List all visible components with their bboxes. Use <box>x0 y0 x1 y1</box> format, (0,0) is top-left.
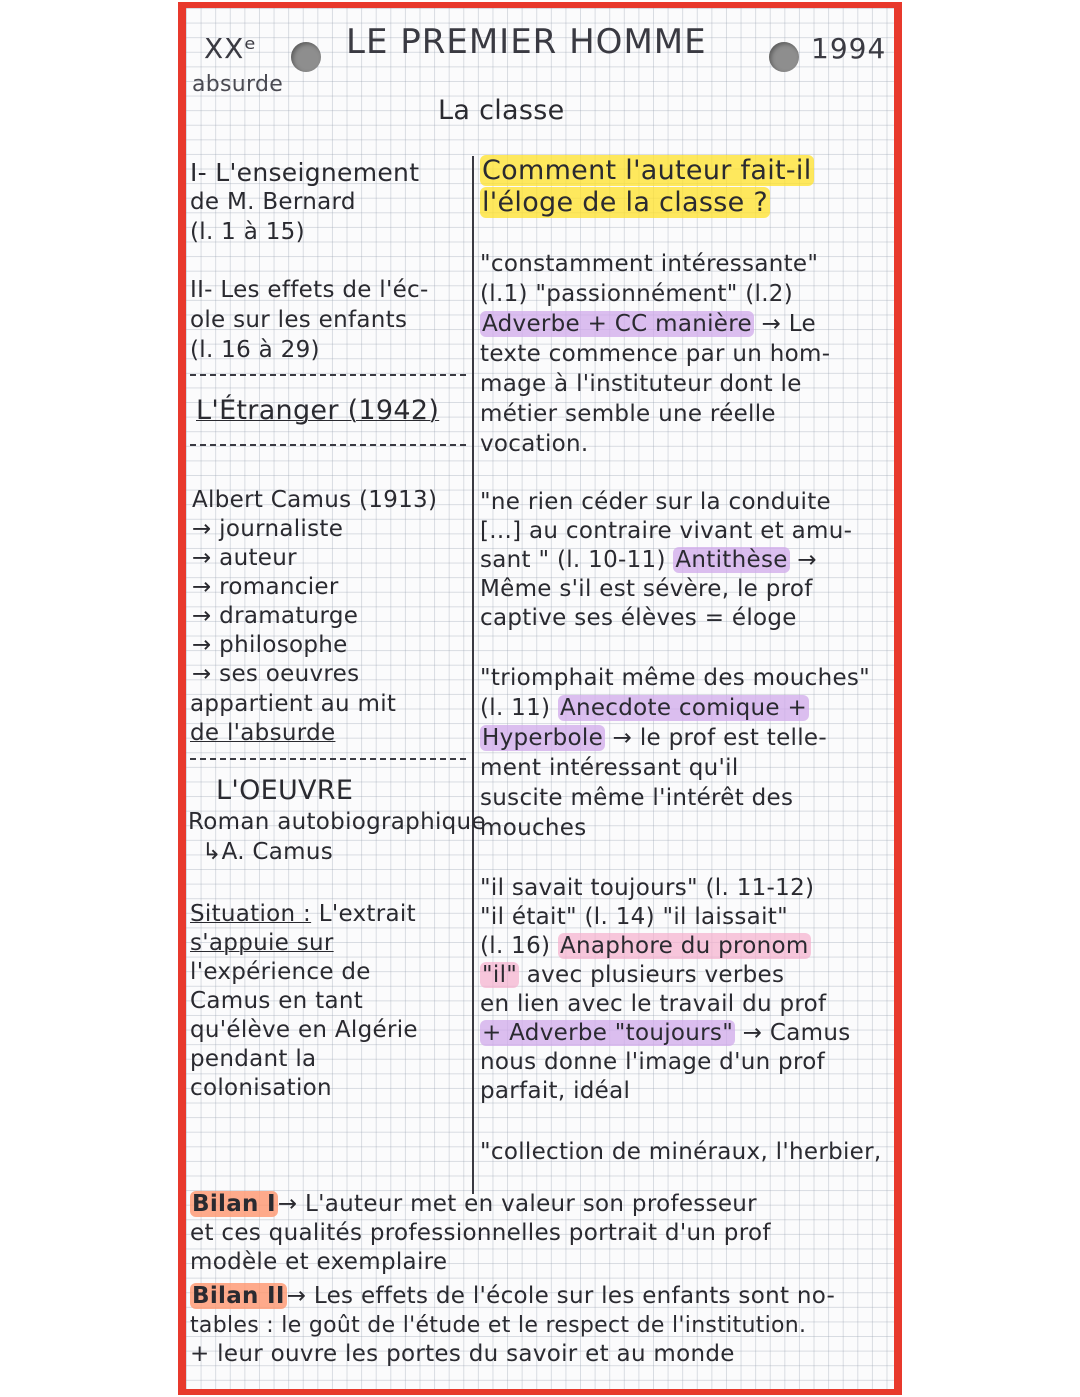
analysis-line: Adverbe + CC manière → Le <box>482 311 816 337</box>
year-label: 1994 <box>811 32 887 65</box>
part2-lines: (l. 16 à 29) <box>190 337 320 363</box>
bilan-line: modèle et exemplaire <box>190 1249 448 1275</box>
extract-subtitle: La classe <box>438 95 565 126</box>
oeuvre-heading: L'OEUVRE <box>216 775 354 806</box>
quote-line: "collection de minéraux, l'herbier, <box>480 1139 882 1165</box>
quote-line: "triomphait même des mouches" <box>480 665 871 691</box>
author-name: Albert Camus (1913) <box>192 487 438 513</box>
grid-paper <box>186 8 894 1389</box>
other-work: L'Étranger (1942) <box>196 395 440 426</box>
analysis-line: texte commence par un hom- <box>480 341 831 367</box>
analysis-line: captive ses élèves = éloge <box>480 605 797 631</box>
bilan-1: Bilan I→ L'auteur met en valeur son professeur <box>192 1191 757 1217</box>
situation-line: colonisation <box>190 1075 332 1101</box>
punch-hole-left <box>291 42 321 72</box>
situation-line: s'appuie sur <box>190 930 334 956</box>
analysis-line: sant " (l. 10-11) Antithèse → <box>480 547 817 573</box>
quote-line: (l.1) "passionnément" (l.2) <box>480 281 794 307</box>
analysis-line: mouches <box>480 815 587 841</box>
separator-dash <box>190 758 466 760</box>
analysis-line: + Adverbe "toujours" → Camus <box>482 1020 851 1046</box>
analysis-line: nous donne l'image d'un prof <box>480 1049 825 1075</box>
quote-line: "il savait toujours" (l. 11-12) <box>480 875 815 901</box>
part2-title: II- Les effets de l'éc- <box>190 277 429 303</box>
quote-line: "ne rien céder sur la conduite <box>480 489 831 515</box>
part1-line: de M. Bernard <box>190 189 356 215</box>
situation-label: Situation : <box>190 901 312 927</box>
bilan-line: tables : le goût de l'étude et le respect de l'institution. <box>190 1313 807 1338</box>
oeuvre-genre: Roman autobiographique <box>188 809 486 835</box>
bilan-line: et ces qualités professionnelles portrait d'un prof <box>190 1220 771 1246</box>
separator-dash <box>190 444 466 446</box>
bilan-2-label: Bilan II <box>192 1283 285 1309</box>
bilan-2: Bilan II→ Les effets de l'école sur les enfants sont no- <box>192 1283 836 1309</box>
movement-label: absurde <box>192 72 284 97</box>
separator-dash <box>190 374 466 376</box>
author-role: → philosophe <box>192 632 348 658</box>
part1-title: I- L'enseignement <box>190 158 420 187</box>
author-note: de l'absurde <box>190 720 336 746</box>
author-role: → romancier <box>192 574 339 600</box>
analysis-line: suscite même l'intérêt des <box>480 785 794 811</box>
century-label: XXᵉ <box>204 32 258 65</box>
part2-line: ole sur les enfants <box>190 307 408 333</box>
quote-line: "il était" (l. 14) "il laissait" <box>480 904 788 930</box>
analysis-line: ment intéressant qu'il <box>480 755 739 781</box>
part1-lines: (l. 1 à 15) <box>190 219 305 245</box>
analysis-line: parfait, idéal <box>480 1078 631 1104</box>
analysis-line: (l. 16) Anaphore du pronom <box>480 933 809 959</box>
note-card <box>178 2 902 1395</box>
analysis-line: mage à l'instituteur dont le <box>480 371 802 397</box>
situation-line: l'expérience de <box>190 959 371 985</box>
analysis-line: vocation. <box>480 431 589 457</box>
situation-line: Camus en tant <box>190 988 364 1014</box>
analysis-line: en lien avec le travail du prof <box>480 991 827 1017</box>
analysis-line: (l. 11) Anecdote comique + <box>480 695 808 721</box>
quote-line: [...] au contraire vivant et amu- <box>480 518 853 544</box>
analysis-line: Hyperbole → le prof est telle- <box>482 725 827 751</box>
quote-line: "constamment intéressante" <box>480 251 819 277</box>
situation-line: pendant la <box>190 1046 317 1072</box>
question-line: l'éloge de la classe ? <box>482 187 768 218</box>
analysis-line: métier semble une réelle <box>480 401 776 427</box>
oeuvre-author: ↳A. Camus <box>202 839 334 865</box>
bilan-line: + leur ouvre les portes du savoir et au monde <box>190 1341 735 1367</box>
situation-line: qu'élève en Algérie <box>190 1017 418 1043</box>
work-title: LE PREMIER HOMME <box>346 22 707 62</box>
analysis-line: "il" avec plusieurs verbes <box>482 962 785 988</box>
author-role: → journaliste <box>192 516 344 542</box>
punch-hole-right <box>769 42 799 72</box>
column-divider <box>472 156 474 1194</box>
analysis-line: Même s'il est sévère, le prof <box>480 576 813 602</box>
author-note: appartient au mit <box>190 691 397 717</box>
author-role: → auteur <box>192 545 297 571</box>
bilan-1-label: Bilan I <box>192 1191 276 1217</box>
author-role: → dramaturge <box>192 603 359 629</box>
situation-text: Situation : L'extrait <box>190 901 416 927</box>
question-line: Comment l'auteur fait-il <box>482 155 812 186</box>
author-role: → ses oeuvres <box>192 661 360 687</box>
